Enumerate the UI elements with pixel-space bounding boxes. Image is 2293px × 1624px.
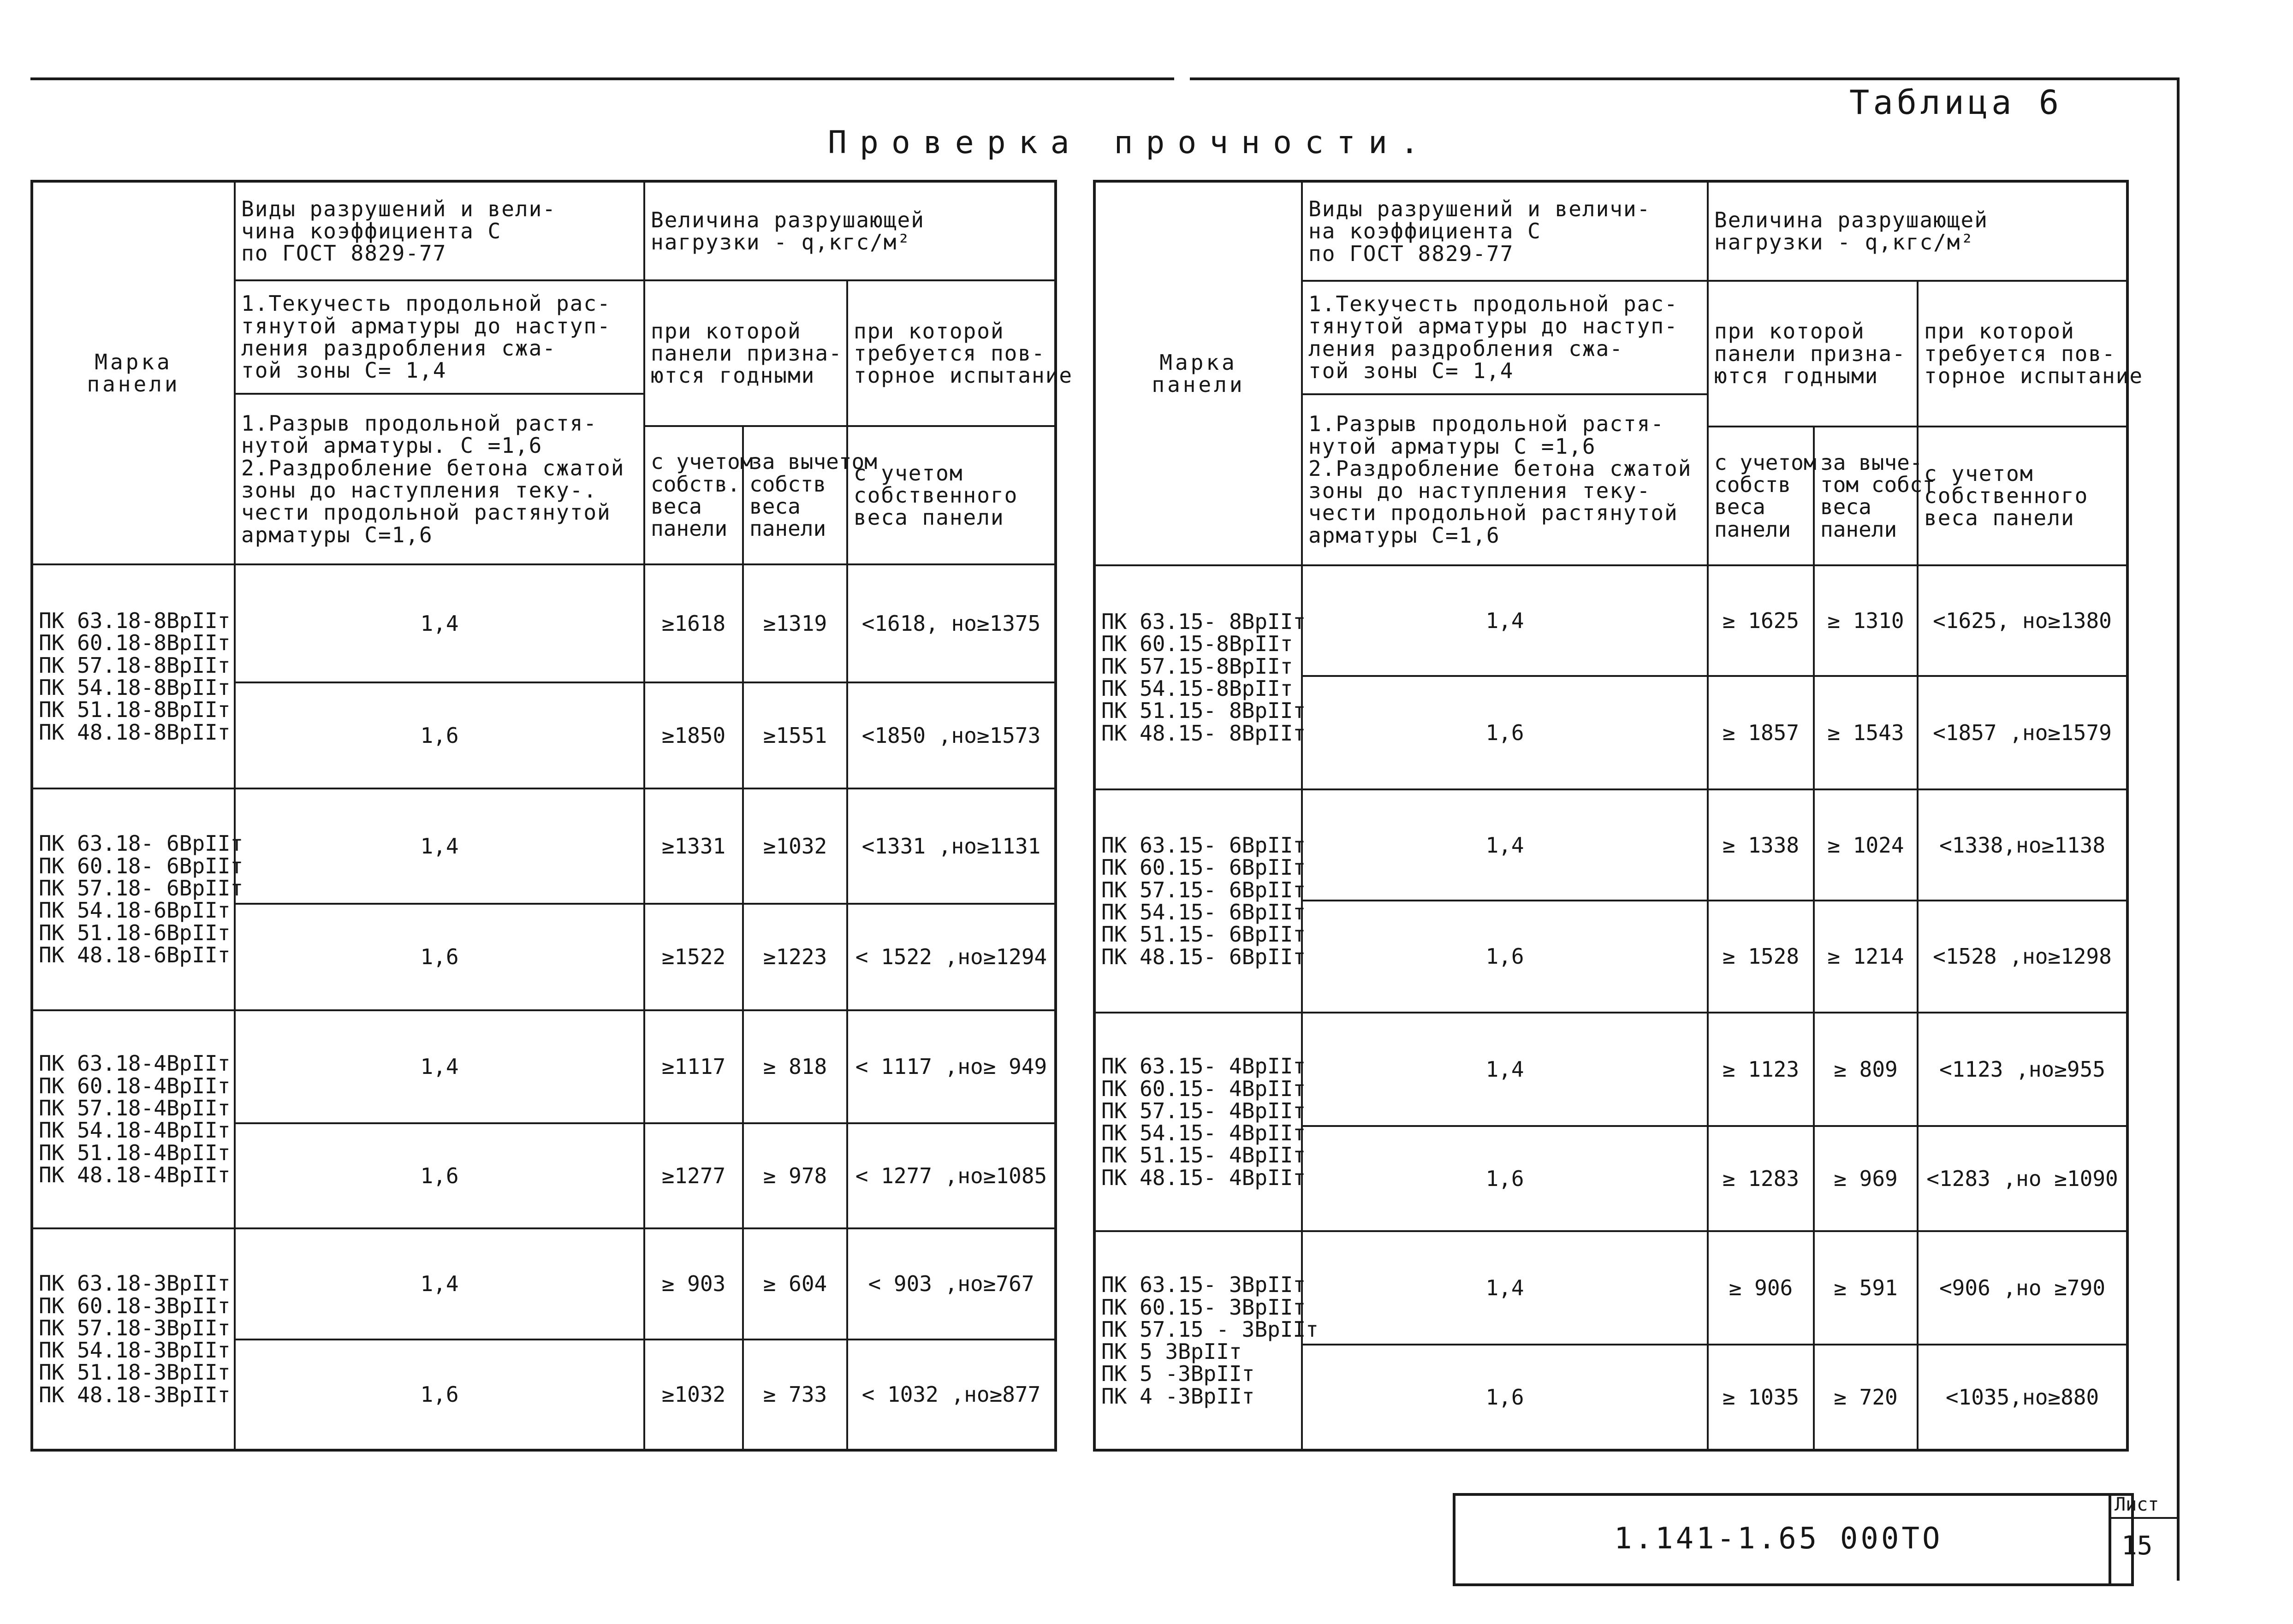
with-weight-cell: ≥1850 (644, 682, 743, 788)
retest-cell: <1850 ,но≥1573 (847, 682, 1056, 788)
load-header: Величина разрушающей нагрузки - q,кгс/м² (644, 181, 1056, 280)
coef-cell: 1,6 (235, 1123, 644, 1228)
with-weight-cell: ≥1117 (644, 1010, 743, 1123)
coef-cell: 1,6 (1302, 1126, 1708, 1232)
stamp-divider-horizontal (2109, 1517, 2178, 1519)
panel-list: ПК 63.18-3ВрIIт ПК 60.18-3ВрIIт ПК 57.18-3ВрIIт ПК 54.18-3ВрIIт ПК 51.18-3ВрIIт ПК 48.18-3ВрIIт (32, 1228, 235, 1450)
without-weight-cell: ≥1551 (743, 682, 847, 788)
with-weight-cell: ≥ 906 (1708, 1231, 1814, 1345)
fracture-types-header: Виды разрушений и величи- на коэффициента С по ГОСТ 8829-77 (1302, 181, 1708, 281)
with-weight-cell: ≥ 903 (644, 1228, 743, 1339)
without-weight-cell: ≥ 818 (743, 1010, 847, 1123)
without-weight-header: за вычетом собств веса панели (743, 426, 847, 564)
with-weight-cell: ≥1277 (644, 1123, 743, 1228)
retest-load-header: при которой требуется пов- торное испытание (847, 280, 1056, 426)
panel-list: ПК 63.15- 3ВрIIт ПК 60.15- 3ВрIIт ПК 57.15 - 3ВрIIт ПК 5 3ВрIIт ПК 5 -3ВрIIт ПК 4 -3ВрIIт (1094, 1231, 1302, 1450)
with-weight-cell: ≥ 1625 (1708, 565, 1814, 676)
panel-list: ПК 63.15- 8ВрIIт ПК 60.15-8ВрIIт ПК 57.15-8ВрIIт ПК 54.15-8ВрIIт ПК 51.15- 8ВрIIт ПК 48.15- 8ВрIIт (1094, 565, 1302, 790)
panel-list: ПК 63.18-8ВрIIт ПК 60.18-8ВрIIт ПК 57.18-8ВрIIт ПК 54.18-8ВрIIт ПК 51.18-8ВрIIт ПК 48.18-8ВрIIт (32, 564, 235, 788)
with-weight-cell: ≥1032 (644, 1340, 743, 1450)
without-weight-cell: ≥ 1214 (1814, 901, 1918, 1013)
without-weight-cell: ≥ 1310 (1814, 565, 1918, 676)
sheet-label: Лист (2115, 1494, 2159, 1515)
load-header: Величина разрушающей нагрузки - q,кгс/м² (1708, 181, 2127, 281)
coef-cell: 1,6 (235, 682, 644, 788)
without-weight-cell: ≥1032 (743, 788, 847, 904)
without-weight-cell: ≥ 733 (743, 1340, 847, 1450)
without-weight-cell: ≥ 1543 (1814, 676, 1918, 789)
coef-cell: 1,4 (1302, 565, 1708, 676)
retest-cell: <1123 ,но≥955 (1918, 1013, 2127, 1126)
fracture-type-2: 1.Разрыв продольной растя- нутой арматуры С =1,6 2.Раздробление бетона сжатой зоны до наступления теку- чести продольной растянутой арматуры С=1,6 (1302, 394, 1708, 565)
with-weight-cell: ≥ 1283 (1708, 1126, 1814, 1232)
without-weight-cell: ≥ 591 (1814, 1231, 1918, 1345)
fit-load-header: при которой панели призна- ются годными (644, 280, 847, 426)
document-code: 1.141-1.65 000ТО (1614, 1522, 1943, 1556)
panel-list: ПК 63.15- 6ВрIIт ПК 60.15- 6ВрIIт ПК 57.15- 6ВрIIт ПК 54.15- 6ВрIIт ПК 51.15- 6ВрIIт ПК 48.15- 6ВрIIт (1094, 789, 1302, 1013)
coef-cell: 1,6 (235, 904, 644, 1010)
coef-cell: 1,6 (235, 1340, 644, 1450)
panel-list: ПК 63.18-4ВрIIт ПК 60.18-4ВрIIт ПК 57.18-4ВрIIт ПК 54.18-4ВрIIт ПК 51.18-4ВрIIт ПК 48.18-4ВрIIт (32, 1010, 235, 1229)
stamp-divider-vertical (2109, 1493, 2111, 1583)
retest-cell: < 1032 ,но≥877 (847, 1340, 1056, 1450)
table-label: Таблица 6 (1849, 83, 2063, 122)
coef-cell: 1,4 (235, 1228, 644, 1339)
retest-load-header: при которой требуется пов- торное испытание (1918, 281, 2127, 427)
retest-cell: <1035,но≥880 (1918, 1345, 2127, 1450)
retest-cell: <1618, но≥1375 (847, 564, 1056, 682)
with-weight-header: с учетом собств. веса панели (644, 426, 743, 564)
mark-header: Марка панели (32, 181, 235, 564)
retest-cell: <906 ,но ≥790 (1918, 1231, 2127, 1345)
without-weight-cell: ≥ 604 (743, 1228, 847, 1339)
without-weight-cell: ≥ 809 (1814, 1013, 1918, 1126)
without-weight-cell: ≥ 1024 (1814, 789, 1918, 901)
coef-cell: 1,6 (1302, 1345, 1708, 1450)
retest-cell: <1338,но≥1138 (1918, 789, 2127, 901)
strength-table-right (1093, 180, 2144, 1452)
strength-table-left (30, 180, 1073, 1452)
with-weight-cell: ≥1618 (644, 564, 743, 682)
retest-cell: <1283 ,но ≥1090 (1918, 1126, 2127, 1232)
coef-cell: 1,6 (1302, 901, 1708, 1013)
without-weight-cell: ≥ 978 (743, 1123, 847, 1228)
without-weight-header: за выче- том собст веса панели (1814, 427, 1918, 565)
coef-cell: 1,4 (1302, 1231, 1708, 1345)
fracture-type-2: 1.Разрыв продольной растя- нутой арматуры. С =1,6 2.Раздробление бетона сжатой зоны до наступления теку-. чести продольной растянутой арматуры С=1,6 (235, 394, 644, 565)
retest-cell: <1331 ,но≥1131 (847, 788, 1056, 904)
without-weight-cell: ≥1319 (743, 564, 847, 682)
retest-cell: <1625, но≥1380 (1918, 565, 2127, 676)
retest-cell: < 1277 ,но≥1085 (847, 1123, 1056, 1228)
retest-cell: < 1117 ,но≥ 949 (847, 1010, 1056, 1123)
coef-cell: 1,4 (1302, 789, 1708, 901)
retest-cell: < 903 ,но≥767 (847, 1228, 1056, 1339)
fracture-type-1: 1.Текучесть продольной рас- тянутой арматуры до наступ- ления раздробления сжа- той зоны С= 1,4 (1302, 281, 1708, 394)
fit-load-header: при которой панели призна- ются годными (1708, 281, 1918, 427)
right-border (2177, 77, 2180, 1581)
retest-cell: <1528 ,но≥1298 (1918, 901, 2127, 1013)
with-weight-cell: ≥1522 (644, 904, 743, 1010)
page-title: Проверка прочности. (828, 124, 1432, 161)
retest-with-weight-header: с учетом собственного веса панели (1918, 427, 2127, 565)
without-weight-cell: ≥1223 (743, 904, 847, 1010)
top-rule-right (1190, 77, 2180, 80)
sheet-number: 15 (2121, 1531, 2153, 1561)
without-weight-cell: ≥ 720 (1814, 1345, 1918, 1450)
fracture-type-1: 1.Текучесть продольной рас- тянутой арматуры до наступ- ления раздробления сжа- той зоны С= 1,4 (235, 280, 644, 393)
panel-list: ПК 63.15- 4ВрIIт ПК 60.15- 4ВрIIт ПК 57.15- 4ВрIIт ПК 54.15- 4ВрIIт ПК 51.15- 4ВрIIт ПК 48.15- 4ВрIIт (1094, 1013, 1302, 1232)
mark-header: Марка панели (1094, 181, 1302, 565)
coef-cell: 1,6 (1302, 676, 1708, 789)
fracture-types-header: Виды разрушений и вели- чина коэффициента С по ГОСТ 8829-77 (235, 181, 644, 280)
top-rule-left (30, 77, 1174, 80)
retest-with-weight-header: с учетом собственного веса панели (847, 426, 1056, 564)
with-weight-cell: ≥ 1035 (1708, 1345, 1814, 1450)
retest-cell: < 1522 ,но≥1294 (847, 904, 1056, 1010)
with-weight-cell: ≥ 1123 (1708, 1013, 1814, 1126)
coef-cell: 1,4 (1302, 1013, 1708, 1126)
with-weight-cell: ≥ 1528 (1708, 901, 1814, 1013)
with-weight-header: с учетом собств веса панели (1708, 427, 1814, 565)
coef-cell: 1,4 (235, 564, 644, 682)
panel-list: ПК 63.18- 6ВрIIт ПК 60.18- 6ВрIIт ПК 57.18- 6ВрIIт ПК 54.18-6ВрIIт ПК 51.18-6ВрIIт ПК 48.18-6ВрIIт (32, 788, 235, 1010)
with-weight-cell: ≥ 1338 (1708, 789, 1814, 901)
retest-cell: <1857 ,но≥1579 (1918, 676, 2127, 789)
with-weight-cell: ≥1331 (644, 788, 743, 904)
coef-cell: 1,4 (235, 788, 644, 904)
without-weight-cell: ≥ 969 (1814, 1126, 1918, 1232)
with-weight-cell: ≥ 1857 (1708, 676, 1814, 789)
coef-cell: 1,4 (235, 1010, 644, 1123)
